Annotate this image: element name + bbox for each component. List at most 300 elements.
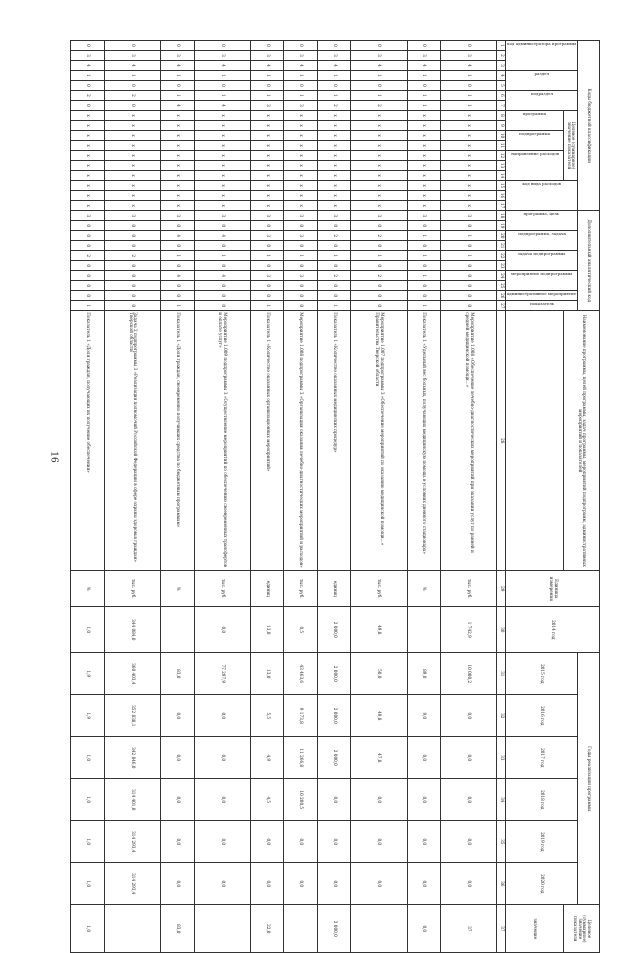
rotated-table-container <box>80 40 600 943</box>
table-row <box>407 41 440 953</box>
code-cell: х <box>317 151 350 161</box>
row-year-value: 314 293,4 <box>104 821 160 863</box>
code-cell: 1 <box>351 91 407 101</box>
code-cell: х <box>251 191 284 201</box>
column-number: 15 <box>497 181 506 191</box>
code-cell: 3 <box>71 51 104 61</box>
row-year-value: 0,0 <box>251 863 284 905</box>
code-cell: х <box>351 111 407 121</box>
code-cell: 0 <box>317 221 350 231</box>
code-cell: 0 <box>317 281 350 291</box>
code-cell: 4 <box>351 61 407 71</box>
table-row <box>161 41 194 953</box>
code-cell: х <box>317 121 350 131</box>
table-row <box>317 41 350 953</box>
row-name: Показатель 1 «Доля граждан, получающих их получение обеспечения» <box>71 311 104 571</box>
code-cell: 1 <box>407 71 440 81</box>
column-number: 2 <box>497 51 506 61</box>
code-cell: х <box>104 191 160 201</box>
code-cell: 0 <box>284 261 317 271</box>
code-cell: 0 <box>441 241 497 251</box>
header-target-value: значение <box>506 905 564 953</box>
code-cell: х <box>441 111 497 121</box>
code-cell: 0 <box>251 281 284 291</box>
code-cell: 0 <box>161 261 194 271</box>
row-year-value: 1,0 <box>71 737 104 779</box>
code-cell: 1 <box>441 71 497 81</box>
row-year-value: 0,0 <box>407 821 440 863</box>
code-cell: 0 <box>161 281 194 291</box>
row-year-value: 0,0 <box>407 863 440 905</box>
header-indicator: показатель <box>506 301 578 311</box>
column-number: 17 <box>497 201 506 211</box>
row-year-value: 11 266,8 <box>284 737 317 779</box>
table-row <box>251 41 284 953</box>
code-cell: х <box>407 191 440 201</box>
row-value-2014: 0,5 <box>284 607 317 653</box>
code-cell: х <box>317 171 350 181</box>
header-additional-code: Дополнительный аналитический код <box>578 211 600 311</box>
header-section: раздел <box>506 71 578 91</box>
row-value-2014: 49,8 <box>351 607 407 653</box>
header-year-2015: 2015 год <box>506 653 578 695</box>
code-cell: 4 <box>284 61 317 71</box>
code-cell: 0 <box>441 281 497 291</box>
code-cell: 1 <box>407 101 440 111</box>
code-cell: х <box>351 141 407 151</box>
code-cell: х <box>161 141 194 151</box>
header-year-2018: 2018 год <box>506 779 578 821</box>
code-cell: х <box>161 131 194 141</box>
row-year-value: 43 463,6 <box>284 653 317 695</box>
code-cell: 0 <box>351 261 407 271</box>
row-year-value: 360 403,4 <box>104 653 160 695</box>
row-unit: тыс. руб. <box>284 571 317 607</box>
code-cell: 4 <box>161 61 194 71</box>
code-cell: 0 <box>441 81 497 91</box>
row-year-value: 89,0 <box>407 653 440 695</box>
code-cell: 0 <box>407 281 440 291</box>
header-2014: 2014 год <box>506 607 600 653</box>
code-cell: 0 <box>284 221 317 231</box>
header-target-article: Целевое (суммарное) значение показателя <box>564 111 578 181</box>
code-cell: х <box>284 201 317 211</box>
code-cell: х <box>407 171 440 181</box>
row-year-value: 314 293,4 <box>104 863 160 905</box>
code-cell: х <box>317 111 350 121</box>
row-year-value: 50,0 <box>351 653 407 695</box>
code-cell: 0 <box>351 41 407 51</box>
code-cell: 0 <box>104 101 160 111</box>
row-year-value: 0,0 <box>251 821 284 863</box>
row-year-value: 352 838,1 <box>104 695 160 737</box>
code-cell: х <box>407 161 440 171</box>
header-subsection: подраздел <box>506 91 578 111</box>
header-year-2017: 2017 год <box>506 737 578 779</box>
code-cell: х <box>251 181 284 191</box>
code-cell: 4 <box>161 271 194 281</box>
code-cell: 0 <box>71 281 104 291</box>
column-number: 20 <box>497 231 506 241</box>
code-cell: х <box>104 121 160 131</box>
column-number: 35 <box>497 821 506 863</box>
row-target-value <box>194 905 250 953</box>
code-cell: 1 <box>317 251 350 261</box>
row-year-value: 0,0 <box>441 779 497 821</box>
row-year-value: 0,0 <box>194 737 250 779</box>
table-row <box>194 41 250 953</box>
code-cell: х <box>251 201 284 211</box>
code-cell: 0 <box>194 221 250 231</box>
code-cell: х <box>161 111 194 121</box>
code-cell: 1 <box>284 91 317 101</box>
code-cell: 0 <box>284 291 317 301</box>
code-cell: 0 <box>71 241 104 251</box>
code-cell: х <box>441 121 497 131</box>
code-cell: 1 <box>161 91 194 101</box>
row-target-value: 83,0 <box>161 905 194 953</box>
header-program: программа <box>506 111 564 131</box>
row-name: Мероприятие 1.008 подпрограммы 3 «Организация оказания лечебно-диагностических мероприятий и расходов» <box>284 311 317 571</box>
row-value-2014: 344 084,0 <box>104 607 160 653</box>
code-cell: х <box>194 151 250 161</box>
row-year-value: 0,0 <box>351 863 407 905</box>
code-cell: 0 <box>251 241 284 251</box>
code-cell: 3 <box>194 211 250 221</box>
header-event: мероприятие подпрограммы <box>506 271 578 291</box>
code-cell: х <box>251 131 284 141</box>
column-number: 33 <box>497 737 506 779</box>
code-cell: 2 <box>317 101 350 111</box>
code-cell: 0 <box>71 81 104 91</box>
code-cell: 0 <box>104 241 160 251</box>
code-cell: х <box>161 161 194 171</box>
code-cell: х <box>317 161 350 171</box>
code-cell: 1 <box>251 251 284 261</box>
code-cell: х <box>194 141 250 151</box>
row-unit: тыс. руб. <box>441 571 497 607</box>
row-name: Показатель 1 «Доля граждан, своевременно получивших средства по бюджетным программам» <box>161 311 194 571</box>
code-cell: 0 <box>407 241 440 251</box>
code-cell: 1 <box>284 251 317 261</box>
code-cell: 0 <box>194 261 250 271</box>
code-cell: 1 <box>251 301 284 311</box>
code-cell: 4 <box>104 61 160 71</box>
row-target-value: 0,0 <box>407 905 440 953</box>
code-cell: 1 <box>161 251 194 261</box>
code-cell: х <box>284 121 317 131</box>
code-cell: 0 <box>104 271 160 281</box>
code-cell: 3 <box>441 51 497 61</box>
code-cell: 0 <box>351 81 407 91</box>
row-year-value: 9 173,8 <box>284 695 317 737</box>
code-cell: х <box>161 151 194 161</box>
code-cell: 3 <box>251 231 284 241</box>
rotated-page <box>80 40 600 943</box>
row-unit: единиц <box>317 571 350 607</box>
header-unit: Единица измерения <box>506 571 600 607</box>
code-cell: х <box>194 181 250 191</box>
code-cell: х <box>284 131 317 141</box>
row-year-value: 314 401,0 <box>104 779 160 821</box>
row-year-value: 13,0 <box>251 653 284 695</box>
code-cell: 3 <box>284 271 317 281</box>
row-unit: тыс. руб. <box>351 571 407 607</box>
row-target-value: 22,0 <box>251 905 284 953</box>
code-cell: х <box>161 181 194 191</box>
code-cell: х <box>351 181 407 191</box>
code-cell: 3 <box>251 211 284 221</box>
column-numbers-row <box>497 41 506 953</box>
code-cell: 3 <box>284 51 317 61</box>
code-cell: 0 <box>441 271 497 281</box>
column-number: 22 <box>497 251 506 261</box>
code-cell: 1 <box>441 91 497 101</box>
row-year-value: 4,9 <box>251 737 284 779</box>
code-cell: 1 <box>161 71 194 81</box>
column-number: 16 <box>497 191 506 201</box>
table-row <box>351 41 407 953</box>
code-cell: 4 <box>194 231 250 241</box>
code-cell: 2 <box>317 231 350 241</box>
code-cell: 1 <box>317 301 350 311</box>
code-cell: 3 <box>251 271 284 281</box>
row-year-value: 342 846,0 <box>104 737 160 779</box>
row-target-value: 1,0 <box>71 905 104 953</box>
row-year-value: 0,0 <box>284 863 317 905</box>
code-cell: х <box>407 181 440 191</box>
code-cell: х <box>194 171 250 181</box>
code-cell: 0 <box>441 301 497 311</box>
code-cell: 2 <box>317 271 350 281</box>
code-cell: 0 <box>284 281 317 291</box>
code-cell: 3 <box>104 211 160 221</box>
code-cell: х <box>161 191 194 201</box>
header-year-2019: 2019 год <box>506 821 578 863</box>
code-cell: 3 <box>71 211 104 221</box>
code-cell: 2 <box>351 231 407 241</box>
code-cell: 1 <box>351 71 407 81</box>
row-target-value: 37 <box>441 905 497 953</box>
code-cell: 3 <box>351 51 407 61</box>
code-cell: 2 <box>71 251 104 261</box>
column-number: 31 <box>497 653 506 695</box>
row-year-value: 2 000,0 <box>317 695 350 737</box>
header-prog-goal: программа, цель <box>506 211 578 231</box>
row-year-value: 5,5 <box>251 695 284 737</box>
header-direction-task: задача подпрограммы <box>506 251 578 271</box>
code-cell: 0 <box>251 81 284 91</box>
header-subprog-task: подпрограмма, задача <box>506 231 578 251</box>
column-number: 9 <box>497 121 506 131</box>
row-unit: единиц <box>251 571 284 607</box>
code-cell: х <box>407 131 440 141</box>
header-year-2016: 2016 год <box>506 695 578 737</box>
code-cell: 1 <box>251 91 284 101</box>
code-cell: 0 <box>104 231 160 241</box>
code-cell: 2 <box>351 101 407 111</box>
code-cell: х <box>407 151 440 161</box>
code-cell: х <box>284 141 317 151</box>
code-cell: 3 <box>284 211 317 221</box>
code-cell: х <box>441 191 497 201</box>
code-cell: х <box>194 111 250 121</box>
row-name: Мероприятие 1.009 подпрограммы 3 «Осуществление мероприятий по обеспечению своевременных трансфертов и оплате услуг» <box>194 311 250 571</box>
code-cell: х <box>161 121 194 131</box>
column-number: 8 <box>497 111 506 121</box>
column-number: 29 <box>497 571 506 607</box>
row-year-value: 2 000,0 <box>317 737 350 779</box>
row-target-value <box>351 905 407 953</box>
row-year-value: 0,0 <box>161 821 194 863</box>
code-cell: 3 <box>251 101 284 111</box>
row-year-value: 9,0 <box>407 695 440 737</box>
code-cell: 3 <box>194 51 250 61</box>
code-cell: 0 <box>104 261 160 271</box>
code-cell: 3 <box>284 231 317 241</box>
code-cell: х <box>284 151 317 161</box>
row-year-value: 10 000,2 <box>441 653 497 695</box>
code-cell: х <box>407 121 440 131</box>
row-year-value: 0,0 <box>284 821 317 863</box>
code-cell: 1 <box>317 71 350 81</box>
code-cell: 4 <box>194 61 250 71</box>
row-value-2014: 0,0 <box>194 607 250 653</box>
code-cell: 1 <box>71 71 104 81</box>
header-codes: Коды бюджетной классификации <box>578 41 600 211</box>
row-year-value: 4,5 <box>251 779 284 821</box>
row-year-value: 0,0 <box>161 863 194 905</box>
code-cell: х <box>351 121 407 131</box>
code-cell: х <box>71 181 104 191</box>
column-number: 24 <box>497 271 506 281</box>
code-cell: 3 <box>284 101 317 111</box>
row-year-value: 83,0 <box>161 653 194 695</box>
code-cell: х <box>284 171 317 181</box>
code-cell: 4 <box>407 61 440 71</box>
code-cell: х <box>104 141 160 151</box>
table-row <box>441 41 497 953</box>
code-cell: 0 <box>441 261 497 271</box>
row-unit: тыс. руб. <box>194 571 250 607</box>
header-direction: направление расходов <box>506 151 564 181</box>
code-cell: 0 <box>317 81 350 91</box>
code-cell: 0 <box>351 291 407 301</box>
code-cell: 0 <box>194 301 250 311</box>
code-cell: 1 <box>441 251 497 261</box>
row-year-value: 1,0 <box>71 863 104 905</box>
code-cell: х <box>161 201 194 211</box>
code-cell: 4 <box>161 231 194 241</box>
code-cell: 0 <box>194 241 250 251</box>
code-cell: х <box>104 131 160 141</box>
code-cell: 4 <box>161 101 194 111</box>
row-year-value: 1,9 <box>71 653 104 695</box>
row-year-value: 0,0 <box>317 779 350 821</box>
code-cell: 0 <box>251 261 284 271</box>
row-year-value: 0,0 <box>317 863 350 905</box>
code-cell: 1 <box>161 301 194 311</box>
row-year-value: 0,0 <box>441 821 497 863</box>
code-cell: х <box>251 121 284 131</box>
row-unit: % <box>161 571 194 607</box>
code-cell: 0 <box>194 41 250 51</box>
row-value-2014: 2 000,0 <box>317 607 350 653</box>
code-cell: 1 <box>317 91 350 101</box>
column-number: 34 <box>497 779 506 821</box>
column-number: 30 <box>497 607 506 653</box>
row-unit: % <box>71 571 104 607</box>
row-year-value: 0,0 <box>161 779 194 821</box>
code-cell: х <box>71 191 104 201</box>
column-number: 14 <box>497 171 506 181</box>
column-number: 28 <box>497 311 506 571</box>
code-cell: 2 <box>351 271 407 281</box>
column-number: 27 <box>497 301 506 311</box>
code-cell: 4 <box>441 61 497 71</box>
row-name: Показатель 1 «Количество оказанных организационных мероприятий» <box>251 311 284 571</box>
code-cell: 0 <box>317 241 350 251</box>
column-number: 10 <box>497 131 506 141</box>
code-cell: х <box>104 171 160 181</box>
column-number: 1 <box>497 41 506 51</box>
header-target-group: Целевое (суммарное) значение показателя <box>564 905 600 953</box>
code-cell: 0 <box>441 41 497 51</box>
row-name: Задача 2 подпрограммы 3 «Реализация полномочий Российской Федерации в сфере охраны здоровья граждан» Тверской области <box>104 311 160 571</box>
row-year-value: 1,0 <box>71 821 104 863</box>
row-name: Показатель 1 «Удельный вес больных, получающих медицинскую помощь в условиях дневного стационара» <box>407 311 440 571</box>
code-cell: х <box>351 171 407 181</box>
column-number: 19 <box>497 221 506 231</box>
header-admin: код администратора программы <box>506 41 578 71</box>
code-cell: 1 <box>194 71 250 81</box>
header-years-group: Годы реализации программы <box>578 653 600 905</box>
code-cell: 1 <box>351 251 407 261</box>
code-cell: х <box>71 121 104 131</box>
code-cell: х <box>71 171 104 181</box>
page-number: 16 <box>48 451 59 463</box>
code-cell: 4 <box>317 61 350 71</box>
row-value-2014: 1,0 <box>71 607 104 653</box>
row-value-2014: 1 742,9 <box>441 607 497 653</box>
code-cell: х <box>407 201 440 211</box>
code-cell: 0 <box>251 41 284 51</box>
row-target-value <box>104 905 160 953</box>
code-cell: 0 <box>251 291 284 301</box>
header-expense-type: код вида расходов <box>506 181 578 211</box>
code-cell: 1 <box>104 71 160 81</box>
code-cell: 2 <box>104 251 160 261</box>
code-cell: х <box>441 201 497 211</box>
code-cell: 3 <box>351 211 407 221</box>
row-year-value: 0,0 <box>194 695 250 737</box>
row-year-value: 0,0 <box>407 737 440 779</box>
code-cell: 0 <box>161 41 194 51</box>
code-cell: 0 <box>104 281 160 291</box>
code-cell: х <box>194 191 250 201</box>
code-cell: х <box>351 191 407 201</box>
row-year-value: 0,0 <box>351 779 407 821</box>
code-cell: 0 <box>194 81 250 91</box>
code-cell: 1 <box>441 231 497 241</box>
code-cell: х <box>104 161 160 171</box>
code-cell: 0 <box>407 81 440 91</box>
table-row <box>284 41 317 953</box>
code-cell: х <box>71 161 104 171</box>
code-cell: 3 <box>441 211 497 221</box>
code-cell: 1 <box>407 301 440 311</box>
code-cell: 0 <box>407 221 440 231</box>
